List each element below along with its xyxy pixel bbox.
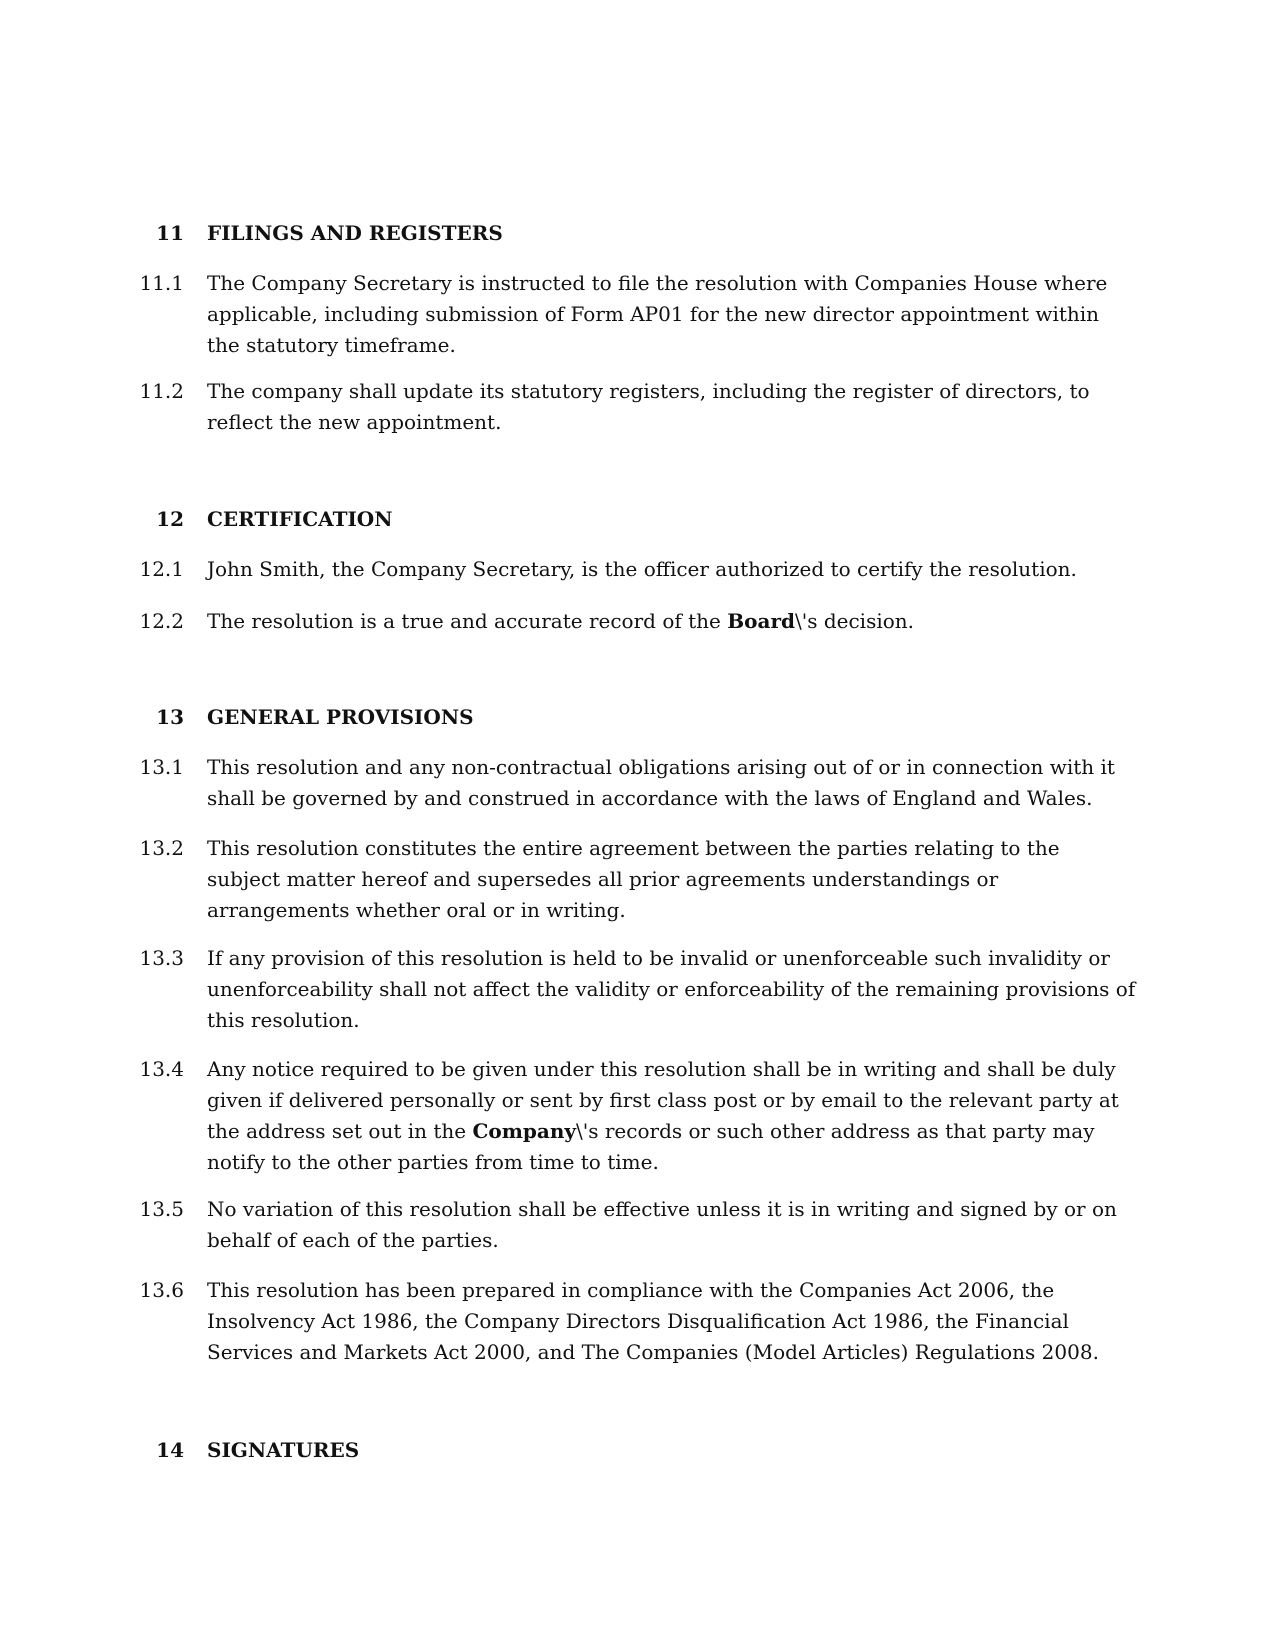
clause-number: 12.2 bbox=[139, 609, 184, 633]
section-title: SIGNATURES bbox=[207, 1438, 360, 1462]
clause-text-after: \'s records or such other address as that party may notify to the other parties from time to time. bbox=[207, 1119, 1095, 1174]
clause-number: 13.2 bbox=[139, 836, 184, 860]
clause-text bbox=[207, 1054, 1137, 1178]
clause-text-before: The resolution is a true and accurate record of the bbox=[207, 609, 728, 633]
clause-number: 13.1 bbox=[139, 755, 184, 779]
clause-text: This resolution has been prepared in compliance with the Companies Act 2006, the Insolvency Act 1986, the Company Directors Disqualification Act 1986, the Financial Services and Markets Act 2000, and The Companies (Model Articles) Regulations 2008. bbox=[207, 1278, 1099, 1364]
section-heading bbox=[0, 218, 1275, 248]
clause-text: The Company Secretary is instructed to file the resolution with Companies House where applicable, including submission of Form AP01 for the new director appointment within the statutory timeframe. bbox=[207, 271, 1108, 357]
clause-11-2 bbox=[0, 376, 1275, 438]
clause-12-1 bbox=[0, 554, 1275, 585]
clause-11-1 bbox=[0, 268, 1275, 361]
section-title: FILINGS AND REGISTERS bbox=[207, 221, 503, 245]
clause-text-before: Any notice required to be given under this resolution shall be in writing and shall be duly given if delivered personally or sent by first class post or by email to the relevant party at the address set out in the bbox=[207, 1057, 1119, 1143]
clause-number: 13.4 bbox=[139, 1057, 184, 1081]
section-title: CERTIFICATION bbox=[207, 507, 393, 531]
clause-text: John Smith, the Company Secretary, is the officer authorized to certify the resolution. bbox=[207, 557, 1077, 581]
clause-number: 11.2 bbox=[139, 379, 184, 403]
clause-number: 13.3 bbox=[139, 946, 184, 970]
clause-text: This resolution and any non-contractual obligations arising out of or in connection with it shall be governed by and construed in accordance with the laws of England and Wales. bbox=[207, 755, 1115, 810]
section-heading bbox=[0, 702, 1275, 732]
clause-13-1 bbox=[0, 752, 1275, 814]
clause-number: 12.1 bbox=[139, 557, 184, 581]
clause-13-6 bbox=[0, 1275, 1275, 1368]
section-number: 13 bbox=[156, 705, 184, 729]
section-11 bbox=[0, 218, 1275, 248]
section-title: GENERAL PROVISIONS bbox=[207, 705, 474, 729]
section-13 bbox=[0, 702, 1275, 732]
clause-13-3 bbox=[0, 943, 1275, 1036]
section-number: 14 bbox=[156, 1438, 184, 1462]
section-12 bbox=[0, 504, 1275, 534]
clause-text-after: \'s decision. bbox=[794, 609, 915, 633]
section-heading bbox=[0, 504, 1275, 534]
clause-13-4 bbox=[0, 1054, 1275, 1178]
section-number: 12 bbox=[156, 507, 184, 531]
clause-text bbox=[207, 606, 1137, 637]
defined-term: Board bbox=[727, 609, 795, 633]
clause-text: No variation of this resolution shall be effective unless it is in writing and signed by or on behalf of each of the parties. bbox=[207, 1197, 1117, 1252]
clause-number: 11.1 bbox=[139, 271, 184, 295]
clause-text: The company shall update its statutory registers, including the register of directors, to reflect the new appointment. bbox=[207, 379, 1090, 434]
defined-term: Company bbox=[472, 1119, 577, 1143]
section-14 bbox=[0, 1435, 1275, 1465]
clause-13-2 bbox=[0, 833, 1275, 926]
clause-number: 13.5 bbox=[139, 1197, 184, 1221]
clause-text: This resolution constitutes the entire agreement between the parties relating to the subject matter hereof and supersedes all prior agreements understandings or arrangements whether oral or in writing. bbox=[207, 836, 1060, 922]
clause-13-5 bbox=[0, 1194, 1275, 1256]
clause-text: If any provision of this resolution is held to be invalid or unenforceable such invalidity or unenforceability shall not affect the validity or enforceability of the remaining provisions of this resolution. bbox=[207, 946, 1136, 1032]
clause-number: 13.6 bbox=[139, 1278, 184, 1302]
section-heading bbox=[0, 1435, 1275, 1465]
section-number: 11 bbox=[156, 221, 184, 245]
clause-12-2 bbox=[0, 606, 1275, 637]
